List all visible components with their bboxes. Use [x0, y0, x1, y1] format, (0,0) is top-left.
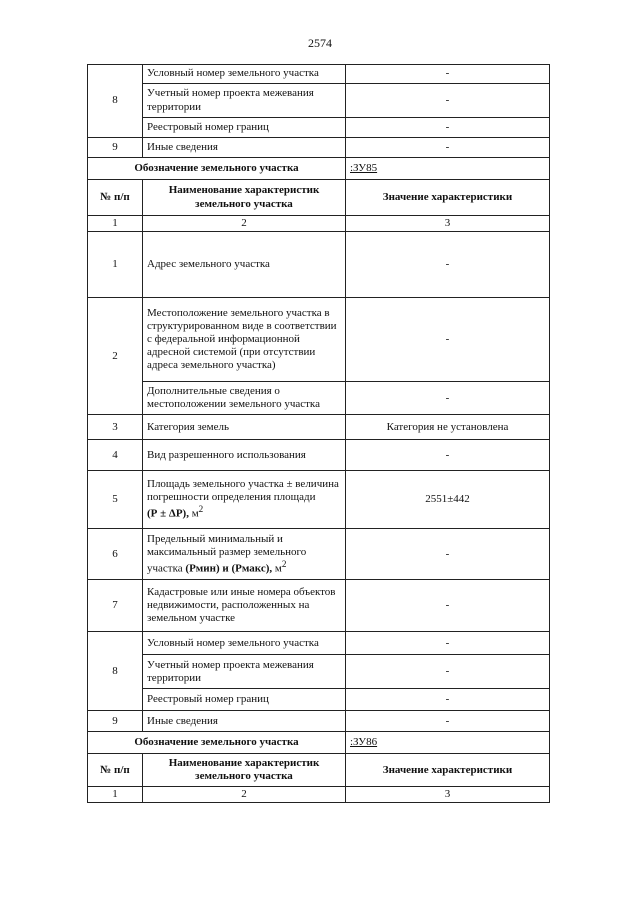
characteristic-label: Учетный номер проекта межевания территории: [143, 655, 346, 689]
column-index: 1: [88, 216, 143, 232]
header-characteristic-name: Наименование характеристик земельного участка: [143, 180, 346, 216]
column-index: 1: [88, 787, 143, 803]
characteristic-label: Условный номер земельного участка: [143, 65, 346, 84]
characteristic-value: -: [346, 689, 550, 711]
characteristic-label: [143, 471, 346, 529]
row-number: 8: [88, 65, 143, 138]
row-number: 7: [88, 580, 143, 632]
table-row: [88, 689, 550, 711]
header-row: [88, 180, 550, 216]
size-label-text: Предельный минимальный и максимальный размер земельного участка: [147, 532, 307, 575]
designation-label: Обозначение земельного участка: [88, 732, 346, 754]
header-number: № п/п: [88, 180, 143, 216]
table-row: [88, 118, 550, 138]
header-row: [88, 754, 550, 787]
characteristic-value: -: [346, 298, 550, 382]
table-row: [88, 580, 550, 632]
column-index: 3: [346, 216, 550, 232]
designation-value: :ЗУ86: [346, 732, 550, 754]
column-index-row: [88, 216, 550, 232]
characteristic-label: Адрес земельного участка: [143, 232, 346, 298]
designation-row: [88, 732, 550, 754]
characteristic-value: -: [346, 232, 550, 298]
table-row: [88, 529, 550, 580]
column-index: 2: [143, 787, 346, 803]
column-index: 2: [143, 216, 346, 232]
table-row: [88, 471, 550, 529]
characteristic-value: -: [346, 118, 550, 138]
table-row: [88, 65, 550, 84]
characteristic-label: Иные сведения: [143, 711, 346, 732]
characteristic-label: Учетный номер проекта межевания территории: [143, 84, 346, 118]
size-unit: м: [272, 562, 282, 575]
table-row: [88, 632, 550, 655]
table-row: [88, 382, 550, 415]
row-number: 4: [88, 440, 143, 471]
characteristic-label: Условный номер земельного участка: [143, 632, 346, 655]
table-row: [88, 440, 550, 471]
characteristic-value: -: [346, 711, 550, 732]
characteristic-label: Реестровый номер границ: [143, 689, 346, 711]
designation-label: Обозначение земельного участка: [88, 158, 346, 180]
row-number: 2: [88, 298, 143, 415]
area-unit: м: [188, 508, 199, 521]
header-characteristic-value: Значение характеристики: [346, 754, 550, 787]
area-symbol: (Р ± ΔР),: [147, 508, 189, 521]
characteristic-value: -: [346, 84, 550, 118]
characteristic-label: Дополнительные сведения о местоположении земельного участка: [143, 382, 346, 415]
characteristic-value: -: [346, 65, 550, 84]
header-characteristic-name: Наименование характеристик земельного участка: [143, 754, 346, 787]
characteristic-value: -: [346, 529, 550, 580]
header-number: № п/п: [88, 754, 143, 787]
characteristic-value: 2551±442: [346, 471, 550, 529]
table-row: [88, 298, 550, 382]
area-label-text: Площадь земельного участка ± величина погрешности определения площади: [147, 478, 339, 504]
row-number: 5: [88, 471, 143, 529]
characteristic-label: Иные сведения: [143, 138, 346, 158]
characteristic-value: -: [346, 440, 550, 471]
table-row: [88, 232, 550, 298]
page-number: 2574: [308, 36, 332, 50]
characteristic-value: Категория не установлена: [346, 415, 550, 440]
row-number: 8: [88, 632, 143, 711]
designation-row: [88, 158, 550, 180]
table-row: [88, 84, 550, 118]
row-number: 3: [88, 415, 143, 440]
characteristic-value: -: [346, 655, 550, 689]
characteristic-value: -: [346, 138, 550, 158]
characteristic-value: -: [346, 580, 550, 632]
designation-value: :ЗУ85: [346, 158, 550, 180]
characteristic-label: Местоположение земельного участка в структурированном виде в соответствии с федеральной информационной адресной системой (при отсутствии адреса земельного участка): [143, 298, 346, 382]
row-number: 9: [88, 138, 143, 158]
size-unit-exponent: 2: [281, 558, 287, 569]
column-index: 3: [346, 787, 550, 803]
characteristic-value: -: [346, 632, 550, 655]
land-plot-table: [87, 64, 550, 803]
header-characteristic-value: Значение характеристики: [346, 180, 550, 216]
column-index-row: [88, 787, 550, 803]
characteristic-label: [143, 529, 346, 580]
table-row: [88, 415, 550, 440]
row-number: 9: [88, 711, 143, 732]
characteristic-label: Категория земель: [143, 415, 346, 440]
characteristic-label: Кадастровые или иные номера объектов недвижимости, расположенных на земельном участке: [143, 580, 346, 632]
characteristic-label: Вид разрешенного использования: [143, 440, 346, 471]
size-symbol: (Рмин) и (Рмакс),: [185, 562, 273, 575]
table-row: [88, 655, 550, 689]
characteristic-label: Реестровый номер границ: [143, 118, 346, 138]
table-row: [88, 711, 550, 732]
row-number: 6: [88, 529, 143, 580]
table-row: [88, 138, 550, 158]
row-number: 1: [88, 232, 143, 298]
area-unit-exponent: 2: [198, 504, 204, 515]
characteristic-value: -: [346, 382, 550, 415]
